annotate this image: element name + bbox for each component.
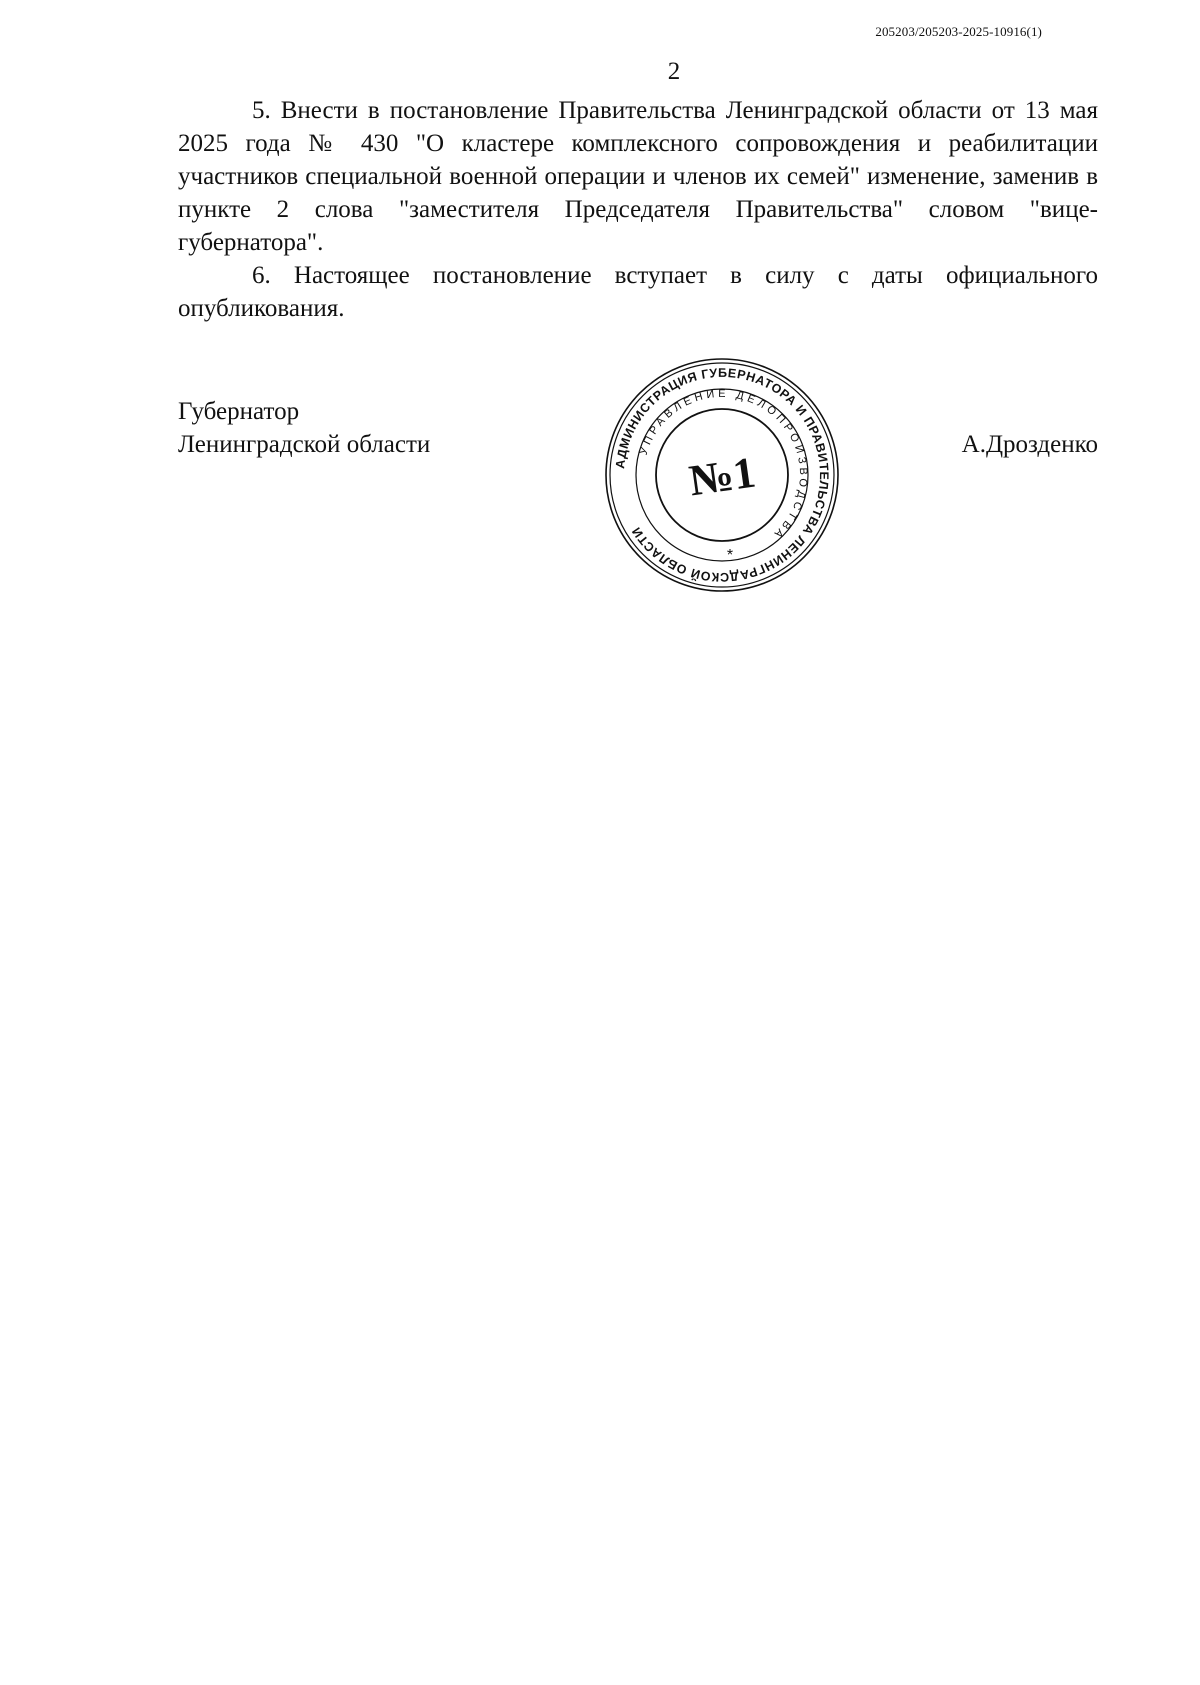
signer-title (178, 395, 430, 461)
seal-graphic (602, 355, 842, 595)
seal-outer-text: АДМИНИСТРАЦИЯ ГУБЕРНАТОРА И ПРАВИТЕЛЬСТВА ЛЕНИНГРАДСКОЙ ОБЛАСТИ (613, 365, 832, 585)
document-id: 205203/205203-2025-10916(1) (875, 24, 1042, 39)
signer-title-line-1: Губернатор (178, 398, 300, 425)
official-seal (602, 355, 842, 595)
paragraph-6: 6. Настоящее постановление вступает в силу с даты официального опубликования. (178, 262, 1098, 322)
signer-name: А.Дрозденко (961, 431, 1098, 458)
paragraph-5: 5. Внести в постановление Правительства Ленинградской области от 13 мая 2025 года № 430 "О кластере комплексного сопровождения и реабилитации участников специальной военной операции и членов их семей" изменение, заменив в пункте 2 слова "заместителя Председателя Правительства" словом "вице-губернатора". (178, 97, 1098, 256)
seal-number: №1 (686, 447, 759, 506)
page-number: 2 (667, 58, 681, 85)
document-body (178, 94, 1098, 325)
signer-title-line-2: Ленинградской области (178, 431, 431, 458)
seal-star-icon: * (726, 547, 734, 564)
seal-inner-text: УПРАВЛЕНИЕ ДЕЛОПРОИЗВОДСТВА (637, 387, 810, 543)
